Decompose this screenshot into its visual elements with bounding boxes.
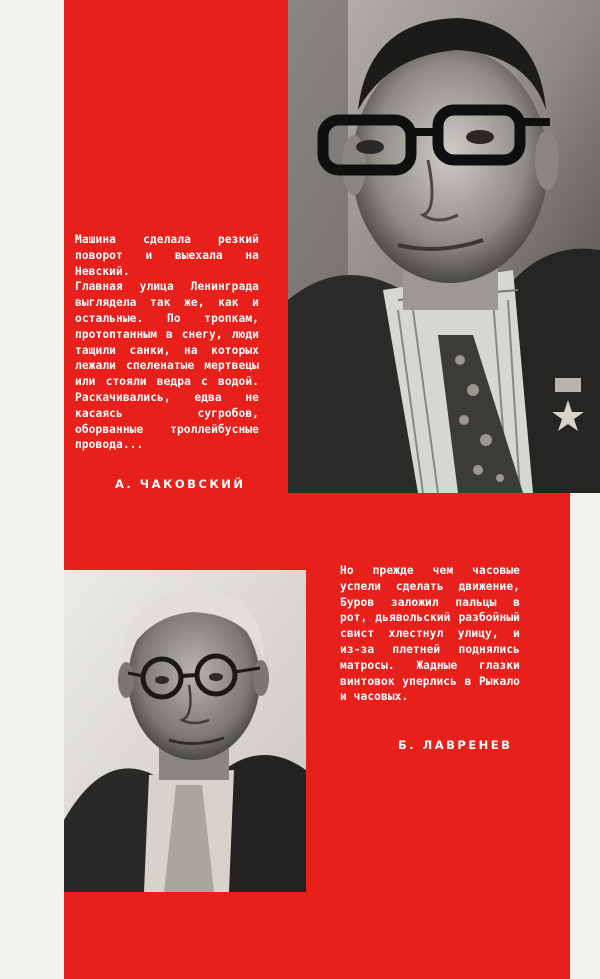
- quote-lavrenev: [340, 563, 520, 705]
- quote-paragraph: Но прежде чем часовые успели сделать движение, Буров заложил пальцы в рот, дьявольский разбойный свист хлестнул улицу, и из-за плетней поднялись матросы. Жадные глазки винтовок уперлись в Рыкало и часовых.: [340, 564, 520, 704]
- author-name-lavrenev: Б. ЛАВРЕНЕВ: [398, 738, 513, 752]
- quote-paragraph: Главная улица Ленинграда выглядела так же, как и остальные. По тропкам, протоптанным в снегу, люди тащили санки, на которых лежали спеленатые мертвецы или стояли ведра с водой. Раскачивались, едва не касаясь сугробов, оборванные троллейбусные провода...: [75, 280, 259, 452]
- portrait-photo-lavrenev: [64, 570, 306, 892]
- quote-paragraph: Машина сделала резкий поворот и выехала на Невский.: [75, 233, 259, 278]
- quote-chakovsky: [75, 232, 259, 453]
- author-name-chakovsky: А. ЧАКОВСКИЙ: [115, 477, 246, 491]
- portrait-photo-chakovsky: [288, 0, 600, 493]
